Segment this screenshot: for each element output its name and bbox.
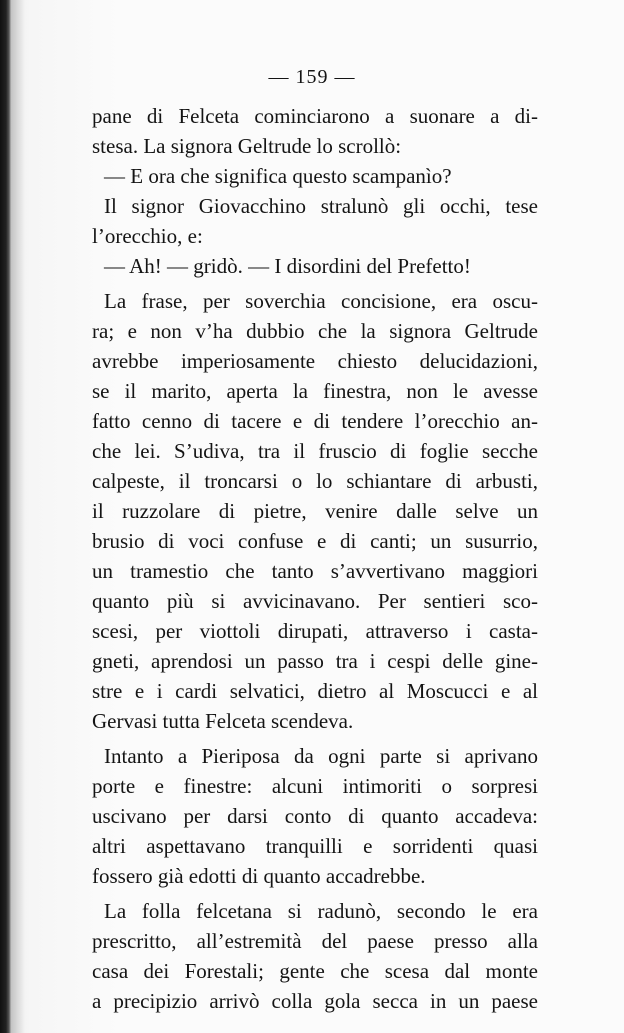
text-line: casa dei Forestali; gente che scesa dal monte [92, 959, 538, 983]
text-line: uscivano per darsi conto di quanto accadeva: [92, 804, 538, 828]
text-line: se il marito, aperta la finestra, non le avesse [92, 379, 538, 403]
text-line: stesa. La signora Geltrude lo scrollò: [92, 134, 402, 158]
text-line: — Ah! — gridò. — I disordini del Prefetto! [104, 254, 471, 278]
text-line: scesi, per viottoli dirupati, attraverso i casta- [92, 619, 538, 643]
text-line: pane di Felceta cominciarono a suonare a di- [92, 104, 538, 128]
text-line: — E ora che significa questo scampanìo? [104, 164, 452, 188]
text-line: Intanto a Pieriposa da ogni parte si aprivano [104, 744, 538, 768]
text-line: il ruzzolare di pietre, venire dalle selve un [92, 499, 538, 523]
text-line: La frase, per soverchia concisione, era oscu- [104, 289, 538, 313]
text-line: fossero già edotti di quanto accadrebbe. [92, 864, 426, 888]
body-text [92, 101, 538, 1016]
text-line: a precipizio arrivò colla gola secca in un paese [92, 989, 538, 1013]
text-line: quanto più si avvicinavano. Per sentieri sco- [92, 589, 538, 613]
text-line: Gervasi tutta Felceta scendeva. [92, 709, 354, 733]
text-line: ra; e non v’ha dubbio che la signora Geltrude [92, 319, 538, 343]
page-number: — 159 — [268, 66, 356, 88]
text-line: calpeste, il troncarsi o lo schiantare di arbusti, [92, 469, 538, 493]
text-line: fatto cenno di tacere e di tendere l’orecchio an- [92, 409, 538, 433]
text-line: gneti, aprendosi un passo tra i cespi delle gine- [92, 649, 538, 673]
spine-shadow [11, 0, 25, 1033]
text-line: avrebbe imperiosamente chiesto delucidazioni, [92, 349, 538, 373]
text-line: Il signor Giovacchino stralunò gli occhi, tese [104, 194, 538, 218]
text-line: altri aspettavano tranquilli e sorridenti quasi [92, 834, 538, 858]
text-line: La folla felcetana si radunò, secondo le era [104, 899, 538, 923]
text-line: stre e i cardi selvatici, dietro al Moscucci e al [92, 679, 538, 703]
text-line: un tramestio che tanto s’avvertivano maggiori [92, 559, 538, 583]
text-line: che lei. S’udiva, tra il fruscio di foglie secche [92, 439, 538, 463]
book-spine [0, 0, 11, 1033]
text-line: l’orecchio, e: [92, 224, 203, 248]
text-line: brusio di voci confuse e di canti; un susurrio, [92, 529, 538, 553]
text-line: prescritto, all’estremità del paese presso alla [92, 929, 538, 953]
text-line: porte e finestre: alcuni intimoriti o sorpresi [92, 774, 538, 798]
